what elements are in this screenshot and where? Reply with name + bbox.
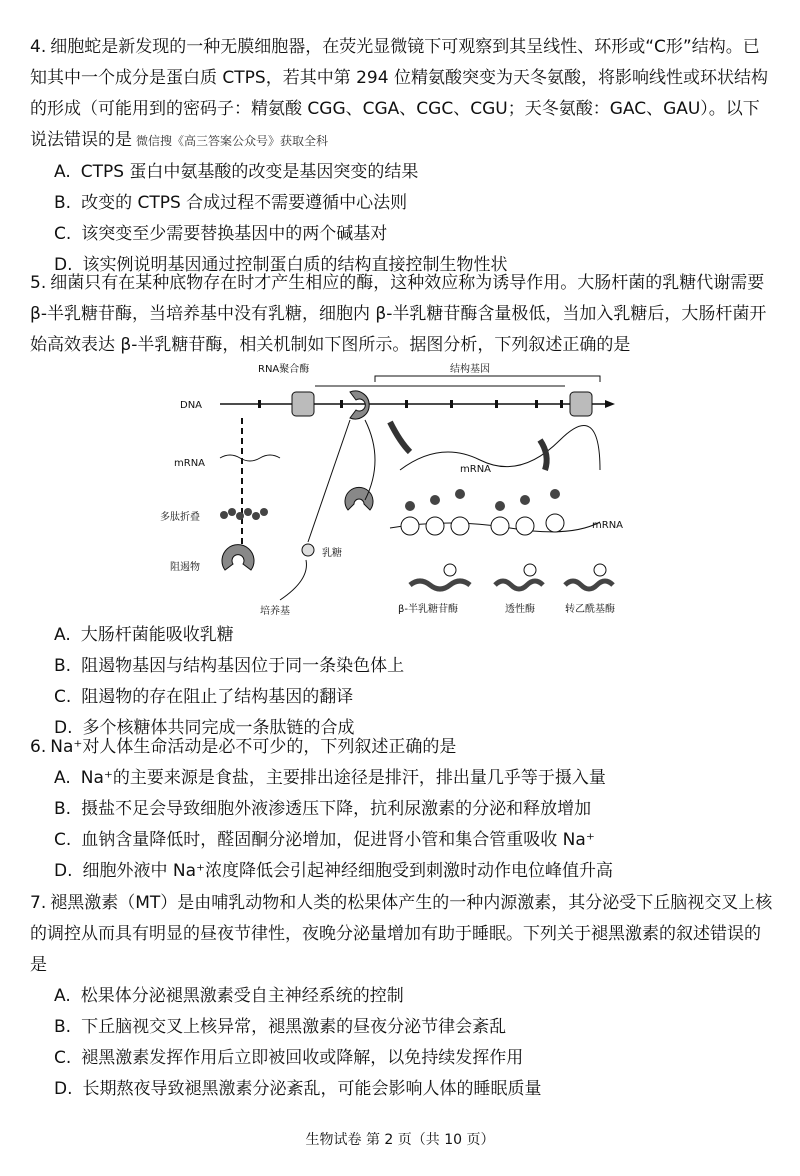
option-c: [30, 825, 775, 856]
option-b: [30, 794, 775, 825]
question-5-stem: [30, 268, 775, 361]
lactose-arrow: [308, 420, 350, 542]
option-text: 下丘脑视交叉上核异常，褪黑激素的昼夜分泌节律会紊乱: [81, 1017, 507, 1037]
label-structural-genes: 结构基因: [450, 364, 490, 375]
option-a: [30, 981, 775, 1012]
repressor-bound-icon: [350, 391, 369, 419]
question-text: Na⁺对人体生命活动是必不可少的，下列叙述正确的是: [50, 737, 457, 757]
question-text: 褪黑激素（MT）是由哺乳动物和人类的松果体产生的一种内源激素，其分泌受下丘脑视交叉上核的调控从而具有明显的昼夜节律性，夜晚分泌量增加有助于睡眠。下列关于褪黑激素的叙述错误的是: [30, 893, 773, 975]
curved-arrow-icon: [390, 422, 410, 452]
gene-mark: [340, 400, 343, 408]
question-5: [30, 268, 775, 361]
option-c: [30, 219, 775, 250]
label-polypeptide: 多肽折叠: [160, 512, 200, 523]
question-4: [30, 32, 775, 281]
option-letter: D.: [54, 255, 73, 275]
gene-mark: [405, 400, 408, 408]
option-text: CTPS 蛋白中氨基酸的改变是基因突变的结果: [80, 162, 419, 182]
option-letter: A.: [54, 162, 71, 182]
question-text: 细菌只有在某种底物存在时才产生相应的酶，这种效应称为诱导作用。大肠杆菌的乳糖代谢需要 β-半乳糖苷酶，当培养基中没有乳糖，细胞内 β-半乳糖苷酶含量极低，当加入乳糖后，大肠杆菌开始高效表达 β-半乳糖苷酶，相关机制如下图所示。据图分析，下列叙述正确的是: [30, 273, 767, 355]
question-4-stem: [30, 32, 775, 157]
mrna-long-strand: [400, 425, 600, 470]
option-letter: B.: [54, 656, 72, 676]
option-text: 该实例说明基因通过控制蛋白质的结构直接控制生物性状: [82, 255, 508, 275]
polypeptide-chain: [220, 508, 268, 520]
repressor-free-icon: [222, 545, 254, 570]
gene-mark: [258, 400, 261, 408]
label-lactose: 乳糖: [322, 548, 342, 559]
option-text: 大肠杆菌能吸收乳糖: [80, 625, 234, 645]
gene-mark: [535, 400, 538, 408]
option-text: 该突变至少需要替换基因中的两个碱基对: [81, 224, 388, 244]
option-text: 摄盐不足会导致细胞外液渗透压下降，抗利尿激素的分泌和释放增加: [81, 799, 592, 819]
question-7: [30, 888, 775, 1105]
rna-polymerase-icon: [570, 392, 592, 416]
curved-arrow-icon: [540, 440, 547, 470]
question-6-stem: [30, 732, 775, 763]
watermark-note: 微信搜《高三答案公众号》获取全科: [136, 134, 329, 148]
rna-polymerase-icon: [292, 392, 314, 416]
option-letter: A.: [54, 986, 71, 1006]
structural-genes-bracket: [375, 376, 600, 382]
label-transacetylase: 转乙酰基酶: [565, 604, 615, 615]
lac-operon-diagram: [160, 360, 630, 620]
option-b: [30, 1012, 775, 1043]
label-permease: 透性酶: [505, 604, 535, 615]
label-mrna-right: mRNA: [592, 520, 624, 531]
option-text: 长期熬夜导致褪黑激素分泌紊乱，可能会影响人体的睡眠质量: [82, 1079, 542, 1099]
option-text: 阻遏物的存在阻止了结构基因的翻译: [81, 687, 354, 707]
question-number: 6.: [30, 737, 47, 757]
option-letter: C.: [54, 1048, 72, 1068]
option-letter: D.: [54, 718, 73, 738]
question-6: [30, 732, 775, 887]
option-text: Na⁺的主要来源是食盐，主要排出途径是排汗，排出量几乎等于摄入量: [80, 768, 606, 788]
option-letter: D.: [54, 861, 73, 881]
option-letter: C.: [54, 224, 72, 244]
option-letter: C.: [54, 687, 72, 707]
gene-mark: [495, 400, 498, 408]
gene-mark: [560, 400, 563, 408]
option-d: [30, 1074, 775, 1105]
option-text: 血钠含量降低时，醛固酮分泌增加，促进肾小管和集合管重吸收 Na⁺: [81, 830, 595, 850]
option-text: 松果体分泌褪黑激素受自主神经系统的控制: [80, 986, 404, 1006]
option-b: [30, 651, 775, 682]
mrna-strand: [220, 455, 280, 461]
option-a: [30, 763, 775, 794]
release-arrow: [365, 420, 375, 500]
option-letter: B.: [54, 799, 72, 819]
question-number: 4.: [30, 37, 47, 57]
label-rna-polymerase: RNA聚合酶: [258, 364, 310, 375]
option-letter: C.: [54, 830, 72, 850]
label-repressor: 阻遏物: [170, 562, 200, 573]
label-mrna-center: mRNA: [460, 464, 492, 475]
medium-arrow: [280, 560, 306, 600]
option-text: 细胞外液中 Na⁺浓度降低会引起神经细胞受到刺激时动作电位峰值升高: [82, 861, 614, 881]
option-text: 改变的 CTPS 合成过程不需要遵循中心法则: [81, 193, 408, 213]
option-letter: B.: [54, 193, 72, 213]
question-number: 7.: [30, 893, 47, 913]
gene-mark: [450, 400, 453, 408]
option-b: [30, 188, 775, 219]
question-7-stem: [30, 888, 775, 981]
option-c: [30, 682, 775, 713]
label-medium: 培养基: [260, 606, 290, 617]
question-5-options: [30, 620, 775, 744]
enzyme-products: [410, 564, 613, 589]
option-a: [30, 620, 775, 651]
label-mrna-left: mRNA: [174, 458, 206, 469]
option-letter: A.: [54, 625, 71, 645]
question-number: 5.: [30, 273, 47, 293]
option-a: [30, 157, 775, 188]
ribosomes: [401, 489, 564, 535]
option-text: 多个核糖体共同完成一条肽链的合成: [82, 718, 355, 738]
option-letter: B.: [54, 1017, 72, 1037]
arrow-head-icon: [605, 400, 615, 408]
option-text: 阻遏物基因与结构基因位于同一条染色体上: [81, 656, 405, 676]
option-c: [30, 1043, 775, 1074]
question-text: 细胞蛇是新发现的一种无膜细胞器，在荧光显微镜下可观察到其呈线性、环形或“C形”结构。已知其中一个成分是蛋白质 CTPS，若其中第 294 位精氨酸突变为天冬氨酸，将影响线性或环状结构的形成（可能用到的密码子：精氨酸 CGG、CGA、CGC、CGU；天冬氨酸：GAC、GAU）。以下说法错误的是: [30, 37, 768, 150]
option-text: 褪黑激素发挥作用后立即被回收或降解，以免持续发挥作用: [81, 1048, 524, 1068]
label-dna: DNA: [180, 400, 203, 411]
page-footer: 生物试卷 第 2 页（共 10 页）: [305, 1132, 495, 1148]
option-letter: A.: [54, 768, 71, 788]
option-letter: D.: [54, 1079, 73, 1099]
label-beta-gal: β-半乳糖苷酶: [398, 604, 458, 615]
option-d: [30, 856, 775, 887]
lactose-icon: [302, 544, 314, 556]
